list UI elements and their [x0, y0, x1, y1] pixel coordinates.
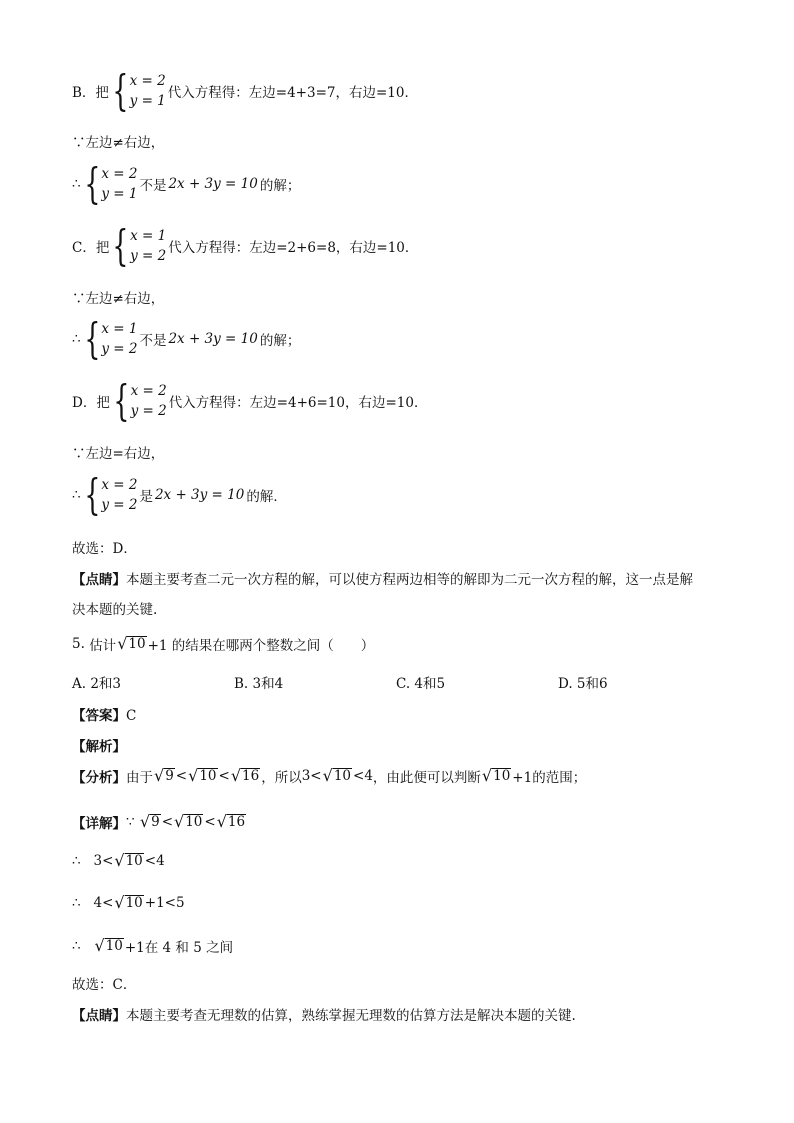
because-line: ∵左边=右边，	[72, 446, 165, 462]
equation-system: { x = 2 y = 1	[83, 159, 138, 208]
therefore-line: ∴ { x = 2 y = 2 是 2x + 3y = 10 的解．	[72, 470, 287, 519]
equation-system: { x = 1 y = 2	[83, 314, 138, 363]
sqrt-10: √ 10	[117, 634, 146, 653]
therefore-line: ∴ { x = 1 y = 2 不是 2x + 3y = 10 的解；	[72, 314, 301, 363]
choice-a[interactable]: A. 2和3	[72, 676, 122, 692]
option-d-check: D．把 { x = 2 y = 2 代入方程得：左边=4+6=10，右边=10．	[72, 376, 428, 425]
equation-system: { x = 2 y = 1	[112, 66, 166, 115]
step-1: ∴ 3 < √ 10 < 4	[72, 851, 165, 870]
because-line: ∵左边≠右边，	[72, 291, 165, 307]
q4-comment-cont: 决本题的关键.	[72, 602, 158, 618]
detail-line: 【详解】 ∵ √ 9 < √ 10 < √ 16	[72, 812, 246, 832]
q4-answer: 故选：D．	[72, 541, 137, 557]
analysis-line: 【分析】 由于 √ 9 < √ 10 < √ 16 ，所以 3 < √ 10 < 4 ，由此便可以判断 √ 10 +1的范围；	[72, 766, 587, 786]
equation-system: { x = 2 y = 2	[113, 376, 167, 425]
choice-c[interactable]: C. 4和5	[396, 676, 446, 692]
q5-final: 故选：C．	[72, 977, 137, 993]
option-c-check: C．把 { x = 1 y = 2 代入方程得：左边=2+6=8，右边=10．	[72, 221, 419, 270]
choice-d[interactable]: D. 5和6	[558, 676, 608, 692]
therefore-line: ∴ { x = 2 y = 1 不是 2x + 3y = 10 的解；	[72, 159, 301, 208]
choice-list	[72, 672, 722, 692]
analysis-tag: 【解析】	[72, 739, 126, 755]
choice-b[interactable]: B. 3和4	[234, 676, 284, 692]
step-3: ∴ √ 10 +1在 4 和 5 之间	[72, 936, 234, 956]
q4-comment: 【点睛】本题主要考查二元一次方程的解，可以使方程两边相等的解即为二元一次方程的解，这一点是解	[72, 572, 693, 588]
option-b-check: B．把 { x = 2 y = 1 代入方程得：左边=4+3=7，右边=10．	[72, 66, 418, 115]
q5-comment: 【点睛】本题主要考查无理数的估算，熟练掌握无理数的估算方法是解决本题的关键.	[72, 1008, 576, 1024]
question-5: 5. 估计 √ 10 +1 的结果在哪两个整数之间（ ）	[72, 634, 375, 654]
equation-system: { x = 2 y = 2	[83, 470, 138, 519]
answer-line: 【答案】C	[72, 708, 137, 724]
step-2: ∴ 4 < √ 10 +1 < 5	[72, 893, 185, 912]
because-line: ∵左边≠右边，	[72, 135, 165, 151]
equation-system: { x = 1 y = 2	[112, 221, 167, 270]
